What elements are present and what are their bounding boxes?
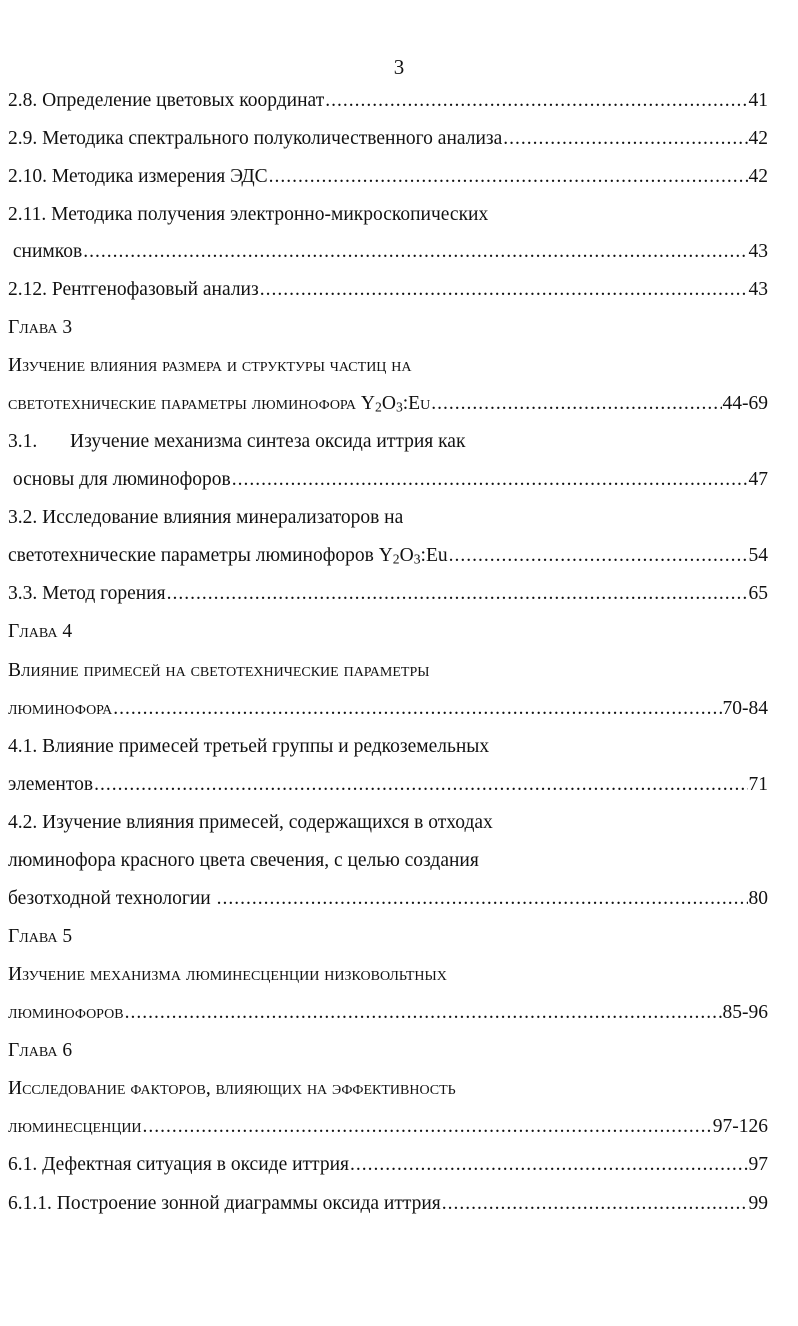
- dot-leader: [325, 86, 747, 116]
- toc-entry-label: светотехнические параметры люминофора $Y_2O_3:Eu$: [8, 393, 431, 415]
- chapter-4-heading: Глава 4: [8, 621, 73, 642]
- toc-entry-label: безотходной технологии: [8, 888, 216, 909]
- toc-entry-page: 54: [748, 545, 768, 566]
- toc-entry-page: 43: [748, 241, 768, 262]
- toc-entry-label: элементов: [8, 774, 94, 795]
- chapter-5-heading: Глава 5: [8, 926, 73, 947]
- toc-entry-page: 42: [748, 166, 768, 187]
- toc-entry-4-2[interactable]: [8, 884, 768, 914]
- toc-entry-4-1-line1: 4.1. Влияние примесей третьей группы и редкоземельных: [8, 736, 490, 757]
- page-number: 3: [393, 55, 405, 79]
- toc-entry-label: 3.3. Метод горения: [8, 583, 166, 604]
- dot-leader: [232, 465, 748, 495]
- formula-y2o3-eu: $Y_2O_3:Eu$: [360, 393, 431, 415]
- dot-leader: [449, 541, 748, 571]
- toc-entry-label: 2.12. Рентгенофазовый анализ: [8, 279, 259, 300]
- toc-entry-page: 80: [748, 888, 768, 909]
- dot-leader: [94, 770, 747, 800]
- chapter-6-heading: Глава 6: [8, 1040, 73, 1061]
- chapter-3-heading: Глава 3: [8, 317, 73, 338]
- chapter-6-title-line1: Исследование факторов, влияющих на эффективность: [8, 1078, 456, 1099]
- chapter-4-title-line1: Влияние примесей на светотехнические параметры: [8, 660, 430, 681]
- toc-entry-label: люминофора: [8, 698, 113, 719]
- toc-entry-6-1[interactable]: [8, 1150, 768, 1180]
- toc-entry-2-10[interactable]: [8, 162, 768, 192]
- toc-entry-label: 2.8. Определение цветовых координат: [8, 90, 325, 111]
- dot-leader: [350, 1150, 748, 1180]
- toc-entry-page: 65: [748, 583, 768, 604]
- toc-entry-2-8[interactable]: [8, 86, 768, 116]
- toc-entry-page: 97-126: [712, 1116, 768, 1137]
- toc-entry-chapter-3[interactable]: [8, 389, 768, 419]
- toc-entry-chapter-5[interactable]: [8, 998, 768, 1028]
- dot-leader: [260, 275, 748, 305]
- toc-entry-2-12[interactable]: [8, 275, 768, 305]
- toc-entry-label: светотехнические параметры люминофоров $Y_2O_3:Eu$: [8, 545, 448, 567]
- toc-entry-label: люминофоров: [8, 1002, 124, 1023]
- dot-leader: [442, 1189, 748, 1219]
- toc-entry-page: 47: [748, 469, 768, 490]
- toc-entry-label: основы для люминофоров: [8, 469, 231, 490]
- dot-leader: [83, 237, 747, 267]
- toc-entry-page: 70-84: [722, 698, 768, 719]
- toc-entry-page: 44-69: [722, 393, 768, 414]
- dot-leader: [125, 998, 722, 1028]
- toc-entry-label: 2.9. Методика спектрального полуколичественного анализа: [8, 128, 503, 149]
- toc-entry-page: 41: [748, 90, 768, 111]
- toc-entry-2-11[interactable]: [8, 237, 768, 267]
- toc-entry-page: 85-96: [722, 1002, 768, 1023]
- toc-entry-page: 97: [748, 1154, 768, 1175]
- toc-entry-2-11-line1: 2.11. Методика получения электронно-микроскопических: [8, 204, 489, 225]
- chapter-3-title-line1: Изучение влияния размера и структуры частиц на: [8, 355, 412, 376]
- dot-leader: [269, 162, 748, 192]
- dot-leader: [143, 1112, 712, 1142]
- toc-entry-4-2-line1: 4.2. Изучение влияния примесей, содержащихся в отходах: [8, 812, 493, 833]
- toc-entry-3-1[interactable]: [8, 465, 768, 495]
- dot-leader: [113, 694, 721, 724]
- toc-entry-chapter-4[interactable]: [8, 694, 768, 724]
- toc-entry-4-1[interactable]: [8, 770, 768, 800]
- toc-entry-3-2[interactable]: [8, 541, 768, 571]
- dot-leader: [217, 884, 748, 914]
- toc-entry-3-2-line1: 3.2. Исследование влияния минерализаторов на: [8, 507, 404, 528]
- dot-leader: [431, 389, 721, 419]
- toc-entry-4-2-line2: люминофора красного цвета свечения, с целью создания: [8, 850, 479, 871]
- toc-entry-6-1-1[interactable]: [8, 1189, 768, 1219]
- toc-entry-label: снимков: [8, 241, 83, 262]
- toc-entry-page: 43: [748, 279, 768, 300]
- toc-entry-3-1-line1: 3.1. Изучение механизма синтеза оксида иттрия как: [8, 431, 466, 452]
- toc-entry-label: 2.10. Методика измерения ЭДС: [8, 166, 268, 187]
- toc-entry-label: 6.1.1. Построение зонной диаграммы оксида иттрия: [8, 1193, 441, 1214]
- toc-entry-label: люминесценции: [8, 1116, 142, 1137]
- dot-leader: [167, 579, 748, 609]
- toc-entry-page: 42: [748, 128, 768, 149]
- formula-y2o3-eu: $Y_2O_3:Eu$: [378, 545, 448, 567]
- toc-entry-3-3[interactable]: [8, 579, 768, 609]
- toc-entry-page: 71: [748, 774, 768, 795]
- toc-entry-label: 6.1. Дефектная ситуация в оксиде иттрия: [8, 1154, 349, 1175]
- toc-entry-page: 99: [748, 1193, 768, 1214]
- toc-entry-2-9[interactable]: [8, 124, 768, 154]
- dot-leader: [503, 124, 747, 154]
- toc-entry-chapter-6[interactable]: [8, 1112, 768, 1142]
- chapter-5-title-line1: Изучение механизма люминесценции низковольтных: [8, 964, 447, 985]
